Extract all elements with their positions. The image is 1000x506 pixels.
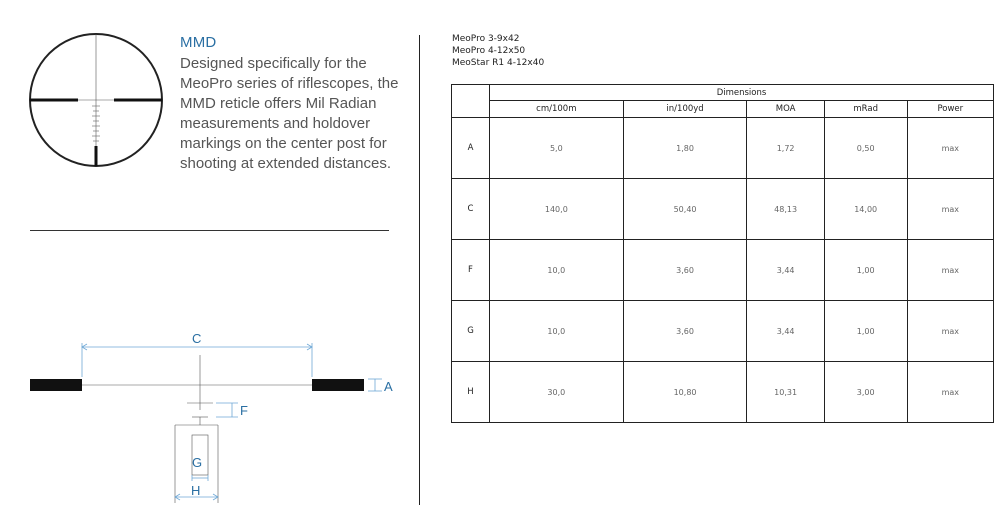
table-cell: 48,13 — [747, 179, 824, 240]
reticle-icon — [28, 32, 164, 168]
table-row — [452, 179, 994, 240]
table-cell: 1,00 — [824, 301, 907, 362]
table-cell: 3,60 — [623, 301, 747, 362]
column-header: cm/100m — [490, 101, 624, 118]
table-cell: 1,80 — [623, 118, 747, 179]
column-header: MOA — [747, 101, 824, 118]
row-label: G — [452, 301, 490, 362]
table-row — [452, 301, 994, 362]
row-label: F — [452, 240, 490, 301]
column-header: Power — [907, 101, 993, 118]
reticle-name: MMD — [180, 34, 217, 51]
table-row — [452, 362, 994, 423]
corner-cell — [452, 85, 490, 118]
table-cell: 3,60 — [623, 240, 747, 301]
table-cell: 10,0 — [490, 240, 624, 301]
table-cell: max — [907, 362, 993, 423]
label-g: G — [192, 455, 203, 470]
table-cell: 30,0 — [490, 362, 624, 423]
model-list — [452, 33, 544, 69]
dimension-diagram — [20, 325, 400, 505]
table-cell: max — [907, 179, 993, 240]
column-divider — [419, 35, 420, 505]
table-cell: 10,31 — [747, 362, 824, 423]
table-cell: 3,00 — [824, 362, 907, 423]
model-item: MeoPro 3-9x42 — [452, 34, 520, 44]
row-label: C — [452, 179, 490, 240]
table-cell: 50,40 — [623, 179, 747, 240]
row-label: A — [452, 118, 490, 179]
table-cell: 10,0 — [490, 301, 624, 362]
table-cell: 14,00 — [824, 179, 907, 240]
label-c: C — [192, 331, 202, 346]
label-f: F — [240, 403, 248, 418]
column-header: in/100yd — [623, 101, 747, 118]
model-item: MeoStar R1 4-12x40 — [452, 58, 545, 68]
table-cell: 10,80 — [623, 362, 747, 423]
table-cell: 140,0 — [490, 179, 624, 240]
table-cell: 3,44 — [747, 240, 824, 301]
model-item: MeoPro 4-12x50 — [452, 46, 526, 56]
table-row — [452, 240, 994, 301]
table-cell: 3,44 — [747, 301, 824, 362]
table-cell: max — [907, 118, 993, 179]
section-divider — [30, 230, 389, 231]
group-header: Dimensions — [490, 85, 994, 101]
table-cell: 0,50 — [824, 118, 907, 179]
table-cell: max — [907, 301, 993, 362]
row-label: H — [452, 362, 490, 423]
dimensions-table — [451, 84, 994, 423]
table-row — [452, 118, 994, 179]
label-a: A — [384, 379, 393, 394]
reticle-description: Designed specifically for the MeoPro series of riflescopes, the MMD reticle offers Mil Radian measurements and holdover markings on the center post for shooting at extended distances. — [180, 55, 399, 172]
table-cell: 5,0 — [490, 118, 624, 179]
table-cell: max — [907, 240, 993, 301]
table-cell: 1,72 — [747, 118, 824, 179]
column-header: mRad — [824, 101, 907, 118]
label-h: H — [191, 483, 201, 498]
table-cell: 1,00 — [824, 240, 907, 301]
